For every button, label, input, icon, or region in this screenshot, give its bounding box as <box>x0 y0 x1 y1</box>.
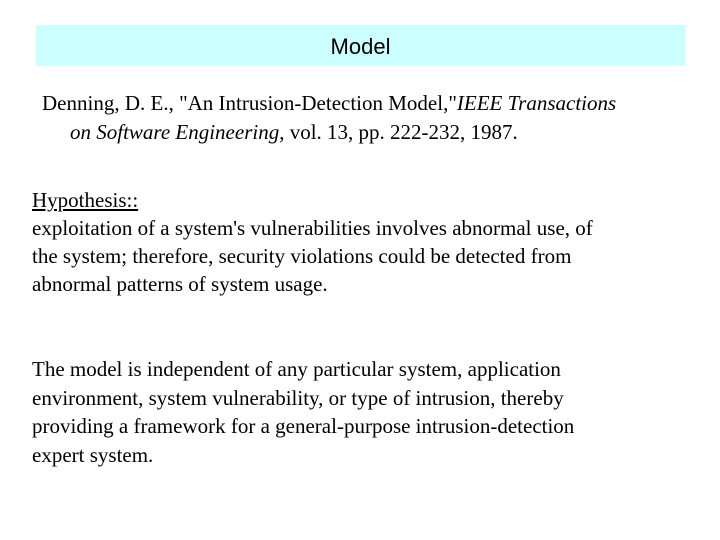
model-description-line: providing a framework for a general-purpose intrusion-detection <box>32 414 575 438</box>
reference-journal-part1: IEEE Transactions <box>456 91 617 115</box>
slide-title: Model <box>330 34 391 59</box>
model-description-line: expert system. <box>32 442 154 467</box>
model-description-line: environment, system vulnerability, or type of intrusion, thereby <box>32 385 564 410</box>
reference-journal-part2: on Software Engineering <box>70 120 280 144</box>
reference-line-2 <box>42 118 712 147</box>
reference-details: , vol. 13, pp. 222-232, 1987. <box>279 120 518 144</box>
model-description-line: The model is independent of any particular system, application <box>32 357 561 381</box>
hypothesis-line: abnormal patterns of system usage. <box>32 272 328 296</box>
hypothesis-line: exploitation of a system's vulnerabilities involves abnormal use, of <box>32 216 593 240</box>
hypothesis-heading: Hypothesis:: <box>32 188 139 212</box>
reference-citation <box>42 89 712 147</box>
reference-authors: Denning, D. E., "An Intrusion-Detection Model," <box>42 91 457 115</box>
hypothesis-line: the system; therefore, security violations could be detected from <box>32 244 572 268</box>
hypothesis-section <box>32 186 692 298</box>
title-bar <box>36 25 685 66</box>
model-description <box>32 355 692 469</box>
